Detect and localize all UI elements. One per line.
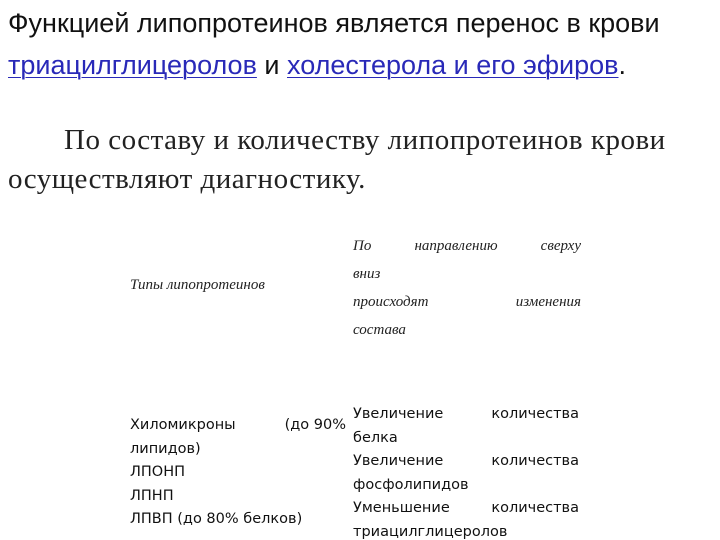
list-item-vldl: ЛПОНП [130, 464, 186, 480]
table-header-types: Типы липопротеинов [130, 277, 265, 293]
lipoprotein-types-list [130, 414, 346, 532]
intro-text-2: и [256, 50, 287, 80]
diagnostics-paragraph [8, 121, 714, 199]
header-line: состава [353, 322, 406, 338]
header-line: вниз [353, 266, 381, 282]
link-cholesterol-esters[interactable]: холестерола и его эфиров [287, 50, 619, 80]
intro-paragraph [8, 2, 714, 86]
list-item-chylomicrons: Хиломикроны (до 90% [130, 417, 346, 433]
list-item-phospholipids-cont: фосфолипидов [353, 476, 469, 493]
list-item-triacylglycerols: Уменьшение количества [353, 500, 579, 516]
header-line: По направлению сверху [353, 238, 581, 254]
composition-changes-list [353, 403, 579, 540]
link-triacylglycerols[interactable]: триацилглицеролов [8, 50, 257, 80]
list-item-chylomicrons-cont: липидов) [130, 440, 201, 457]
intro-text-3: . [618, 50, 627, 80]
list-item-hdl: ЛПВП (до 80% белков) [130, 511, 303, 527]
intro-text-1: Функцией липопротеинов является перенос в крови [8, 8, 660, 38]
header-line: происходят изменения [353, 294, 581, 310]
list-item-triacylglycerols-cont: триацилглицеролов [353, 523, 508, 540]
list-item-ldl: ЛПНП [130, 487, 174, 504]
list-item-phospholipids: Увеличение количества [353, 453, 579, 469]
list-item-protein-cont: белка [353, 429, 398, 446]
table-header-composition [353, 232, 581, 344]
list-item-protein: Увеличение количества [353, 406, 579, 422]
diagnostics-text: По составу и количеству липопротеинов крови осуществляют диагностику. [8, 124, 666, 195]
